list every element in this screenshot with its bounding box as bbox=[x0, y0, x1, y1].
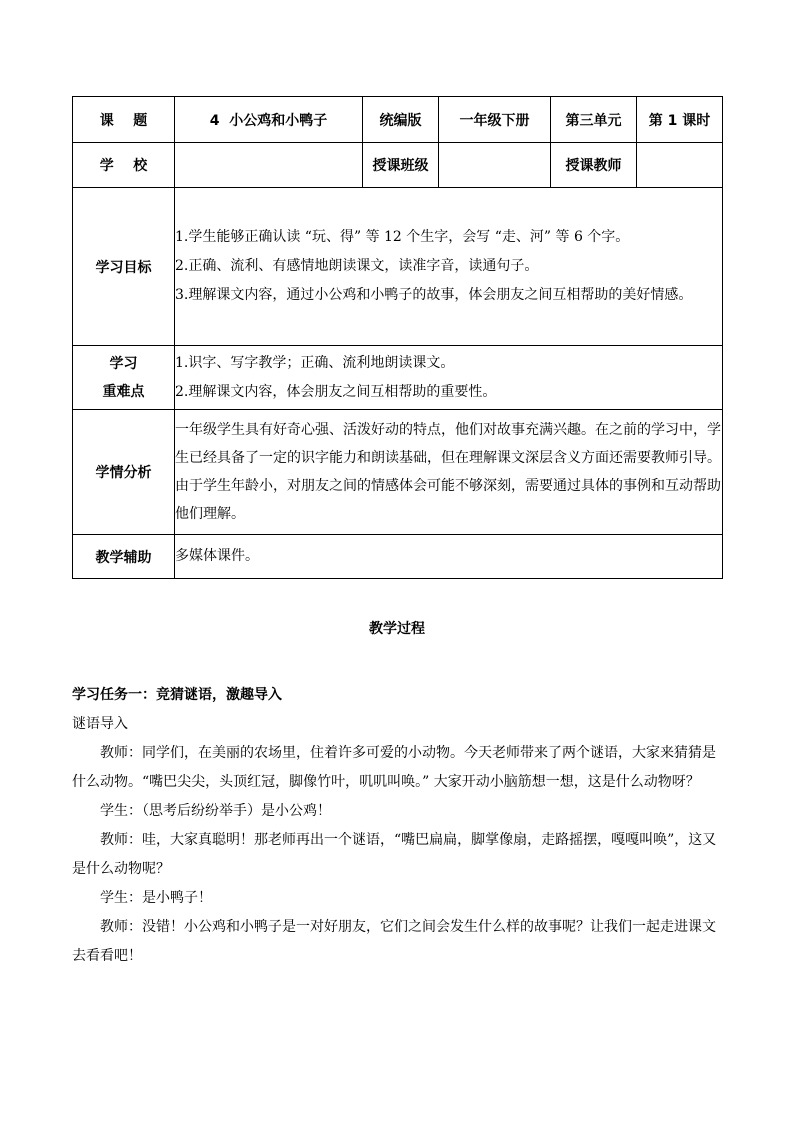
paragraph: 教师：同学们，在美丽的农场里，住着许多可爱的小动物。今天老师带来了两个谜语，大家来猜猜是什么动物。“嘴巴尖尖，头顶红冠，脚像竹叶，叽叽叫唤。” 大家开动小脑筋想一想，这是什么动物呀？ bbox=[72, 745, 716, 790]
table-row-goals bbox=[73, 188, 723, 346]
grade-cell: 一年级下册 bbox=[439, 97, 551, 143]
goals-content bbox=[175, 188, 723, 346]
unit-cell: 第三单元 bbox=[551, 97, 637, 143]
topic-label: 课 题 bbox=[73, 97, 175, 143]
subheading: 谜语导入 bbox=[72, 716, 128, 732]
table-row-school bbox=[73, 143, 723, 188]
class-label: 授课班级 bbox=[363, 143, 439, 188]
key-points-label bbox=[73, 346, 175, 410]
analysis-content: 一年级学生具有好奇心强、活泼好动的特点，他们对故事充满兴趣。在之前的学习中，学生已经具备了一定的识字能力和朗读基础，但在理解课文深层含义方面还需要教师引导。由于学生年龄小，对朋友之间的情感体会可能不够深刻，需要通过具体的事例和互动帮助他们理解。 bbox=[175, 410, 723, 535]
period-cell: 第 1 课时 bbox=[637, 97, 723, 143]
table-row-aids bbox=[73, 535, 723, 579]
class-value bbox=[439, 143, 551, 188]
teacher-value bbox=[637, 143, 723, 188]
school-value bbox=[175, 143, 363, 188]
lesson-info-table bbox=[72, 96, 723, 579]
edition-cell: 统编版 bbox=[363, 97, 439, 143]
paragraph: 教师：哇，大家真聪明！那老师再出一个谜语，“嘴巴扁扁，脚掌像扇，走路摇摆，嘎嘎叫唤”，这又是什么动物呢？ bbox=[72, 832, 717, 877]
paragraph: 学生：是小鸭子！ bbox=[100, 890, 212, 906]
paragraph: 教师：没错！小公鸡和小鸭子是一对好朋友，它们之间会发生什么样的故事呢？让我们一起走进课文去看看吧！ bbox=[72, 919, 716, 964]
school-label: 学 校 bbox=[73, 143, 175, 188]
aids-content: 多媒体课件。 bbox=[175, 535, 723, 579]
table-row-analysis bbox=[73, 410, 723, 535]
aids-label: 教学辅助 bbox=[73, 535, 175, 579]
key-point-item: 2.理解课文内容，体会朋友之间互相帮助的重要性。 bbox=[175, 383, 497, 400]
goals-label: 学习目标 bbox=[73, 188, 175, 346]
process-body bbox=[72, 681, 722, 971]
paragraph: 学生：（思考后纷纷举手）是小公鸡！ bbox=[100, 803, 331, 819]
table-row-key-points bbox=[73, 346, 723, 410]
key-points-content bbox=[175, 346, 723, 410]
goal-item: 3.理解课文内容，通过小公鸡和小鸭子的故事，体会朋友之间互相帮助的美好情感。 bbox=[175, 287, 693, 303]
analysis-label: 学情分析 bbox=[73, 410, 175, 535]
key-point-item: 1.识字、写字教学；正确、流利地朗读课文。 bbox=[175, 354, 455, 371]
goal-item: 2.正确、流利、有感情地朗读课文，读准字音，读通句子。 bbox=[175, 258, 539, 274]
key-points-label-line1: 学习 bbox=[109, 355, 138, 372]
teacher-label: 授课教师 bbox=[551, 143, 637, 188]
process-heading: 教学过程 bbox=[369, 621, 425, 637]
lesson-title: 4 小公鸡和小鸭子 bbox=[175, 97, 363, 143]
task-heading: 学习任务一：竞猜谜语，激趣导入 bbox=[72, 687, 282, 703]
table-row-topic bbox=[73, 97, 723, 143]
goal-item: 1.学生能够正确认读 “玩、得” 等 12 个生字，会写 “走、河” 等 6 个字。 bbox=[175, 229, 630, 245]
key-points-label-line2: 重难点 bbox=[102, 383, 145, 400]
